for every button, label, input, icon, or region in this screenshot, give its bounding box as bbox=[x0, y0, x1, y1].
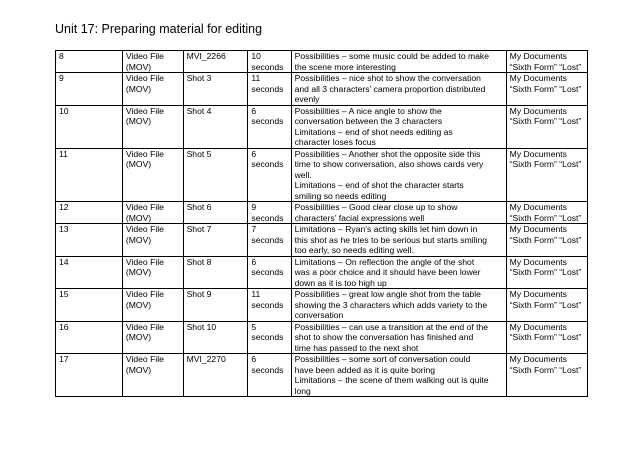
file-type-line: (MOV) bbox=[125, 83, 152, 94]
duration-line: 6 bbox=[251, 354, 257, 364]
notes-line: this shot as he tries to be serious but starts smiling bbox=[294, 234, 488, 245]
clip-number-cell: 14 bbox=[56, 256, 123, 289]
notes-line: Possibilities – Good clear close up to show bbox=[294, 202, 458, 212]
location-line: My Documents bbox=[509, 73, 567, 83]
file-type-line: (MOV) bbox=[125, 332, 152, 342]
duration-cell bbox=[248, 202, 291, 224]
clip-number-cell: 11 bbox=[56, 148, 123, 202]
location-cell bbox=[506, 148, 587, 202]
file-type-line: Video File bbox=[125, 148, 164, 159]
location-line: My Documents bbox=[509, 148, 567, 159]
file-type-line: Video File bbox=[125, 202, 164, 212]
location-cell bbox=[506, 73, 587, 106]
clip-number-cell: 9 bbox=[56, 73, 123, 106]
notes-cell bbox=[291, 73, 506, 106]
clip-name-cell: MVI_2270 bbox=[183, 354, 248, 397]
file-type-line: Video File bbox=[125, 289, 164, 299]
notes-line: Possibilities – A nice angle to show the bbox=[294, 105, 442, 116]
table-row bbox=[56, 321, 588, 354]
notes-cell bbox=[291, 202, 506, 224]
clip-number-cell: 10 bbox=[56, 105, 123, 148]
notes-line: down as it is too high up bbox=[294, 277, 387, 288]
duration-cell bbox=[248, 105, 291, 148]
file-type-line: Video File bbox=[125, 224, 164, 234]
duration-line: seconds bbox=[251, 212, 284, 223]
duration-line: 7 bbox=[251, 224, 257, 234]
notes-line: long bbox=[294, 385, 311, 396]
duration-line: seconds bbox=[251, 61, 284, 72]
location-line: My Documents bbox=[509, 256, 567, 267]
notes-cell bbox=[291, 51, 506, 73]
notes-line: Possibilities – some sort of conversation could bbox=[294, 354, 471, 364]
notes-line: the scene more interesting bbox=[294, 61, 396, 72]
location-line: “Sixth Form” “Lost” bbox=[509, 234, 582, 245]
location-line: My Documents bbox=[509, 224, 567, 234]
notes-line: conversation between the 3 characters bbox=[294, 116, 443, 126]
notes-line: well. bbox=[294, 169, 312, 180]
table-row bbox=[56, 256, 588, 289]
file-type-line: Video File bbox=[125, 73, 164, 83]
clip-name-cell: Shot 8 bbox=[183, 256, 248, 289]
file-type-cell bbox=[122, 105, 183, 148]
duration-line: seconds bbox=[251, 299, 284, 310]
location-line: My Documents bbox=[509, 354, 567, 364]
location-cell bbox=[506, 105, 587, 148]
duration-cell bbox=[248, 321, 291, 354]
table-row bbox=[56, 51, 588, 73]
table-row bbox=[56, 148, 588, 202]
file-type-line: (MOV) bbox=[125, 234, 152, 245]
clip-number-cell: 17 bbox=[56, 354, 123, 397]
location-line: “Sixth Form” “Lost” bbox=[509, 332, 582, 342]
notes-cell bbox=[291, 256, 506, 289]
notes-line: conversation bbox=[294, 310, 344, 320]
footage-log-table bbox=[55, 50, 588, 397]
clip-name-cell: MVI_2266 bbox=[183, 51, 248, 73]
duration-line: seconds bbox=[251, 159, 284, 169]
clip-name-cell: Shot 3 bbox=[183, 73, 248, 106]
table-row bbox=[56, 354, 588, 397]
notes-line: Possibilities – nice shot to show the conversation bbox=[294, 73, 481, 83]
footage-log-body bbox=[56, 51, 588, 397]
duration-line: seconds bbox=[251, 267, 284, 277]
location-line: “Sixth Form” “Lost” bbox=[509, 116, 582, 126]
file-type-line: (MOV) bbox=[125, 364, 152, 375]
notes-cell bbox=[291, 105, 506, 148]
location-line: My Documents bbox=[509, 202, 567, 212]
clip-name-cell: Shot 5 bbox=[183, 148, 248, 202]
file-type-line: (MOV) bbox=[125, 267, 152, 277]
duration-line: 6 bbox=[251, 256, 257, 267]
duration-line: 6 bbox=[251, 105, 257, 116]
location-cell bbox=[506, 321, 587, 354]
duration-cell bbox=[248, 73, 291, 106]
location-line: My Documents bbox=[509, 289, 567, 299]
location-cell bbox=[506, 202, 587, 224]
file-type-cell bbox=[122, 73, 183, 106]
file-type-line: (MOV) bbox=[125, 61, 152, 72]
duration-cell bbox=[248, 256, 291, 289]
notes-line: smiling so needs editing bbox=[294, 190, 387, 201]
notes-line: Limitations – end of shot the character starts bbox=[294, 180, 464, 190]
notes-line: Limitations – end of shot needs editing as bbox=[294, 126, 453, 137]
notes-line: too early, so needs editing well. bbox=[294, 245, 414, 255]
location-line: “Sixth Form” “Lost” bbox=[509, 364, 582, 375]
notes-line: Limitations – Ryan’s acting skills let him down in bbox=[294, 224, 478, 234]
notes-line: Possibilities – some music could be added to make bbox=[294, 51, 490, 61]
notes-cell bbox=[291, 224, 506, 257]
location-line: “Sixth Form” “Lost” bbox=[509, 61, 582, 72]
location-line: My Documents bbox=[509, 51, 567, 61]
file-type-line: Video File bbox=[125, 51, 164, 61]
page-title: Unit 17: Preparing material for editing bbox=[55, 22, 263, 36]
table-row bbox=[56, 73, 588, 106]
notes-line: characters’ facial expressions well bbox=[294, 212, 425, 223]
clip-number-cell: 8 bbox=[56, 51, 123, 73]
notes-line: character loses focus bbox=[294, 137, 376, 147]
table-row bbox=[56, 202, 588, 224]
clip-number-cell: 16 bbox=[56, 321, 123, 354]
file-type-cell bbox=[122, 148, 183, 202]
clip-name-cell: Shot 7 bbox=[183, 224, 248, 257]
file-type-cell bbox=[122, 256, 183, 289]
clip-name-cell: Shot 10 bbox=[183, 321, 248, 354]
notes-line: Possibilities – great low angle shot from the table bbox=[294, 289, 481, 299]
duration-cell bbox=[248, 354, 291, 397]
duration-line: seconds bbox=[251, 116, 284, 126]
notes-line: Possibilities – can use a transition at the end of the bbox=[294, 321, 489, 332]
clip-name-cell: Shot 4 bbox=[183, 105, 248, 148]
location-cell bbox=[506, 51, 587, 73]
file-type-cell bbox=[122, 354, 183, 397]
notes-cell bbox=[291, 354, 506, 397]
notes-line: was a poor choice and it should have been lower bbox=[294, 267, 481, 277]
notes-line: showing the 3 characters which adds variety to the bbox=[294, 299, 488, 310]
file-type-line: (MOV) bbox=[125, 116, 152, 126]
file-type-cell bbox=[122, 224, 183, 257]
file-type-line: Video File bbox=[125, 256, 164, 267]
table-row bbox=[56, 224, 588, 257]
duration-cell bbox=[248, 224, 291, 257]
file-type-line: (MOV) bbox=[125, 299, 152, 310]
notes-line: and all 3 characters’ camera proportion distributed bbox=[294, 83, 486, 94]
notes-line: evenly bbox=[294, 94, 320, 104]
location-cell bbox=[506, 224, 587, 257]
duration-line: 11 bbox=[251, 289, 261, 299]
notes-cell bbox=[291, 148, 506, 202]
clip-number-cell: 15 bbox=[56, 289, 123, 322]
clip-number-cell: 13 bbox=[56, 224, 123, 257]
location-line: “Sixth Form” “Lost” bbox=[509, 212, 582, 223]
notes-line: time has passed to the next shot bbox=[294, 342, 419, 353]
notes-line: Possibilities – Another shot the opposite side this bbox=[294, 148, 481, 159]
duration-line: seconds bbox=[251, 83, 284, 94]
notes-line: Limitations – On reflection the angle of the shot bbox=[294, 256, 475, 267]
file-type-line: Video File bbox=[125, 321, 164, 332]
location-line: My Documents bbox=[509, 321, 567, 332]
location-line: “Sixth Form” “Lost” bbox=[509, 267, 582, 277]
location-line: My Documents bbox=[509, 105, 567, 116]
file-type-cell bbox=[122, 202, 183, 224]
location-cell bbox=[506, 256, 587, 289]
notes-line: have been added as it is quite boring bbox=[294, 364, 436, 375]
duration-line: seconds bbox=[251, 364, 284, 375]
clip-name-cell: Shot 6 bbox=[183, 202, 248, 224]
clip-number-cell: 12 bbox=[56, 202, 123, 224]
duration-line: seconds bbox=[251, 234, 284, 245]
duration-line: 5 bbox=[251, 321, 257, 332]
location-line: “Sixth Form” “Lost” bbox=[509, 159, 582, 169]
duration-line: 10 bbox=[251, 51, 261, 61]
file-type-cell bbox=[122, 51, 183, 73]
location-cell bbox=[506, 289, 587, 322]
duration-cell bbox=[248, 148, 291, 202]
file-type-line: (MOV) bbox=[125, 212, 152, 223]
duration-line: 11 bbox=[251, 73, 261, 83]
location-line: “Sixth Form” “Lost” bbox=[509, 83, 582, 94]
duration-cell bbox=[248, 51, 291, 73]
table-row bbox=[56, 289, 588, 322]
duration-cell bbox=[248, 289, 291, 322]
table-row bbox=[56, 105, 588, 148]
notes-cell bbox=[291, 289, 506, 322]
location-line: “Sixth Form” “Lost” bbox=[509, 299, 582, 310]
duration-line: 9 bbox=[251, 202, 257, 212]
file-type-cell bbox=[122, 289, 183, 322]
location-cell bbox=[506, 354, 587, 397]
clip-name-cell: Shot 9 bbox=[183, 289, 248, 322]
notes-line: time to show conversation, also shows cards very bbox=[294, 159, 484, 169]
notes-line: shot to show the conversation has finished and bbox=[294, 332, 474, 342]
file-type-cell bbox=[122, 321, 183, 354]
duration-line: 6 bbox=[251, 148, 257, 159]
file-type-line: (MOV) bbox=[125, 159, 152, 169]
notes-line: Limitations – the scene of them walking out is quite bbox=[294, 375, 489, 385]
notes-cell bbox=[291, 321, 506, 354]
file-type-line: Video File bbox=[125, 105, 164, 116]
file-type-line: Video File bbox=[125, 354, 164, 364]
duration-line: seconds bbox=[251, 332, 284, 342]
